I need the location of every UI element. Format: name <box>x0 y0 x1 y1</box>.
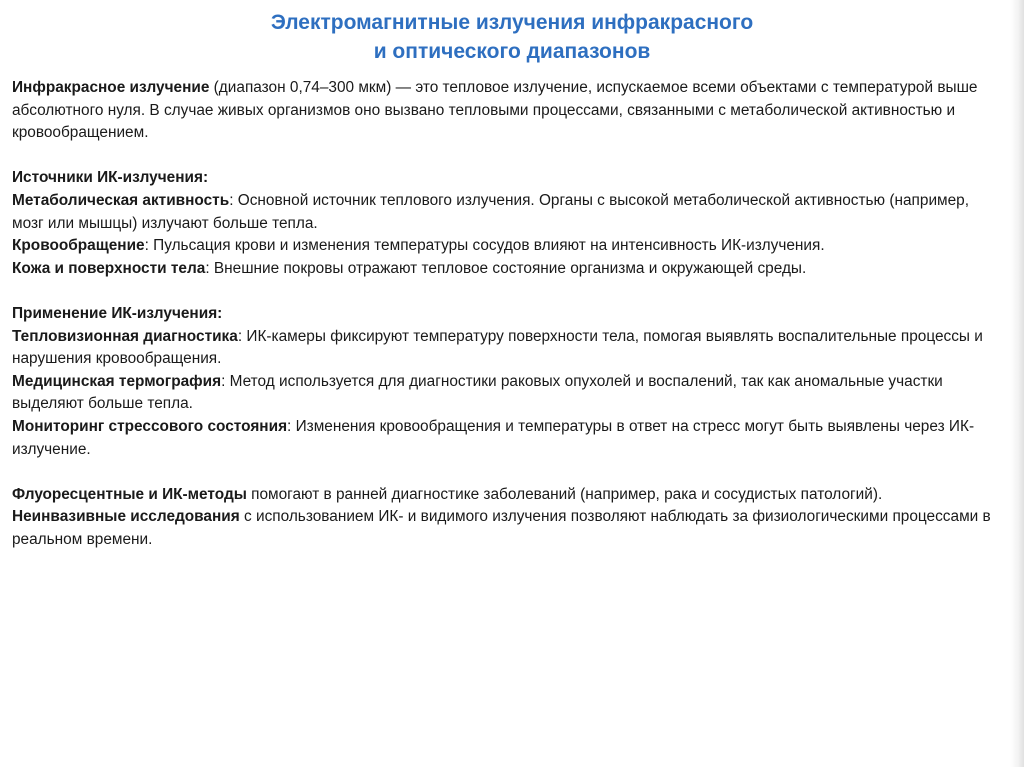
intro-paragraph <box>12 77 992 145</box>
applications-item-text: : Изменения кровообращения и температуры в ответ на стресс могут быть выявлены через ИК-излучение. <box>12 417 975 458</box>
methods-item <box>12 506 992 551</box>
sources-item <box>12 235 992 258</box>
applications-item-text: : ИК-камеры фиксируют температуру поверхности тела, помогая выявлять воспалительные процессы и нарушения кровообращения. <box>12 327 983 368</box>
spacer <box>12 280 992 303</box>
sources-item <box>12 190 992 235</box>
sources-item-term: Кровообращение <box>12 237 145 255</box>
methods-item-term: Флуоресцентные и ИК-методы <box>12 485 247 503</box>
sources-heading: Источники ИК-излучения: <box>12 169 209 187</box>
slide-title-line-1: Электромагнитные излучения инфракрасного <box>270 11 754 34</box>
slide-edge-shadow <box>1010 0 1024 767</box>
methods-item-text: с использованием ИК- и видимого излучения позволяют наблюдать за физиологическими процессами в реальном времени. <box>12 508 991 548</box>
intro-text: (диапазон 0,74–300 мкм) — это тепловое излучение, испускаемое всеми объектами с температурой выше абсолютного нуля. В случае живых организмов оно вызвано тепловыми процессами, связанными с метаболической активностью и кровообращением. <box>12 79 978 142</box>
applications-item <box>12 416 992 461</box>
applications-item-term: Мониторинг стрессового состояния <box>12 417 288 435</box>
sources-item-text: : Пульсация крови и изменения температуры сосудов влияют на интенсивность ИК-излучения. <box>144 237 825 255</box>
slide-title-line-2: и оптического диапазонов <box>373 40 651 63</box>
sources-item <box>12 258 992 281</box>
applications-heading: Применение ИК-излучения: <box>12 304 223 322</box>
slide-content <box>12 77 992 551</box>
spacer <box>12 145 992 168</box>
applications-item-term: Медицинская термография <box>12 372 222 390</box>
applications-item <box>12 371 992 416</box>
applications-item-text: : Метод используется для диагностики раковых опухолей и воспалений, так как аномальные участки выделяют больше тепла. <box>12 372 943 413</box>
methods-item-term: Неинвазивные исследования <box>12 508 240 526</box>
methods-item-text: помогают в ранней диагностике заболеваний (например, рака и сосудистых патологий). <box>246 485 883 503</box>
applications-item-term: Тепловизионная диагностика <box>12 327 238 345</box>
sources-item-term: Кожа и поверхности тела <box>12 259 206 277</box>
slide-title <box>0 8 1024 66</box>
applications-item <box>12 326 992 371</box>
sources-item-term: Метаболическая активность <box>12 191 230 209</box>
intro-term: Инфракрасное излучение <box>12 79 210 96</box>
spacer <box>12 461 992 484</box>
sources-item-text: : Внешние покровы отражают тепловое состояние организма и окружающей среды. <box>205 259 807 277</box>
methods-item <box>12 484 992 507</box>
sources-item-text: : Основной источник теплового излучения. Органы с высокой метаболической активностью (например, мозг или мышцы) излучают больше тепла. <box>12 191 970 232</box>
